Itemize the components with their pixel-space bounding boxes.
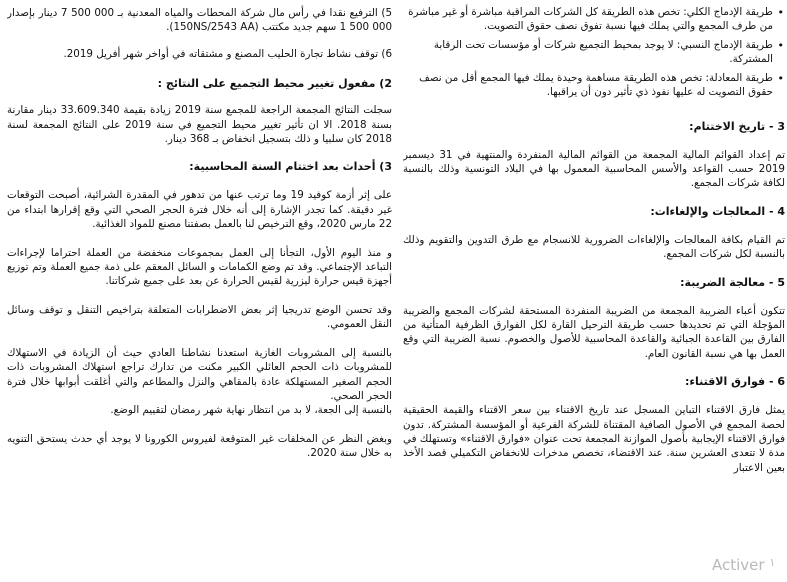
situation-text: وقد تحسن الوضع تدريجيا إثر بعض الاضطرابات المتعلقة بتراخيص التنقل و توقف وسائل النقل العمومي. <box>7 303 392 331</box>
covid-text: على إثر أزمة كوفيد 19 وما ترتب عنها من تدهور في المقدرة الشرائية، أصبحت التوقعات غير دقيقة. كما تجدر الإشارة إلى أنه خلال فترة الحجر الصحي التي وقع إقرارها ابتداء من 22 مارس 2020، وقع الترخيص لنا بالعمل بصفتنا مصنع للمواد الغذائية. <box>7 189 392 231</box>
right-column <box>403 0 785 582</box>
tax-text: تتكون أعباء الضريبة المجمعة من الضريبة المنفردة المستحقة لشركات المجمع والضريبة المؤجلة التي تم تحديدها حسب طريقة الترحيل القارة لكل الفوارق الظرفية المتأتية من الفارق بين القاعدة الجبائية والقاعدة المحاسبية للأصول والخصوم. نسبة الضريبة التي وقع العمل بها هي نسبة القانون العام. <box>403 304 785 360</box>
section-heading-goodwill: 6 - فوارق الاقتناء: <box>684 375 785 389</box>
watermark-number: ١ <box>769 556 776 569</box>
watermark-text: Activer <box>712 556 765 574</box>
section-heading-tax: 5 - معالجة الضريبة: <box>680 275 785 289</box>
item-5-capital-increase: 5) الترفيع نقدا في رأس مال شركة المحطات والمياه المعدنية بـ 000 500 7 دينار بإصدار 000 500 1 سهم جديد مكتتب (150NS/2543 AA). <box>7 7 392 34</box>
measures-text: و منذ اليوم الأول، التجأنا إلى العمل بمجموعات منخفضة من العملة احتراما لإجراءات التباعد الإجتماعي. وقد تم وضع الكمامات و السائل المعقم على ذمة جميع العملة وتم توزيع أجهزة قيس حرارة ليزرية لقيس الحرارة عن بعد على جميع شركاتنا. <box>7 246 392 288</box>
item-6-milk-activity: 6) توقف نشاط تجارة الحليب المصنع و مشتقاته في أواخر شهر أفريل 2019. <box>63 47 392 60</box>
final-note-text: وبغض النظر عن المخلفات غير المتوقعة لفيروس الكورونا لا يوجد أي حدث يستحق التنويه به خلال سنة 2020. <box>7 432 392 460</box>
adjustments-text: تم القيام بكافة المعالجات والإلغاءات الضرورية للانسجام مع طرق التدوين والتقويم وذلك بالنسبة لكل شركات المجمع. <box>403 233 785 261</box>
activate-windows-watermark <box>712 556 775 574</box>
goodwill-text: يمثل فارق الاقتناء التباين المسجل عند تاريخ الاقتناء بين سعر الاقتناء والقيمة الحقيقية لحصة المجمع في الأصول الصافية المقتناة للشركة الفرعية أو المؤسسة المشتركة. تدون فوارق الاقتناء الإيجابية بأصول الموازنة المجمعة تحت عنوان «فوارق الاقتناء» وتستهلك في مدة لا تتعدى العشرين سنة. عند الاقتضاء، تخصص مدخرات للانخفاض التكميلي قصد الأخذ بعين الاعتبار <box>403 404 785 474</box>
section-heading-adjustments: 4 - المعالجات والإلغاءات: <box>650 204 785 218</box>
heading-scope-effect: 2) مفعول تغيير محيط التجميع على النتائج : <box>157 77 392 91</box>
results-text: سجلت النتائج المجمعة الراجعة للمجمع سنة 2019 زيادة بقيمة 33.609.340 دينار مقارنة بسنة 2018. الا ان تأثير تغيير محيط التجميع في سنة 2019 على النتائج المجمعة لسنة 2018 كان سلبيا و ذلك بتسجيل انخفاض بـ 368 دينار. <box>7 104 392 146</box>
heading-subsequent-events: 3) أحداث بعد اختتام السنة المحاسبية: <box>189 160 392 174</box>
left-column <box>7 0 392 582</box>
beer-text: بالنسبة إلى الجعة، لا بد من انتظار نهاية شهر رمضان لتقييم الوضع. <box>110 404 392 417</box>
bullet-proportional-consolidation: • طريقة الإدماج النسبي: لا يوجد بمحيط التجميع شركات أو مؤسسات تحت الرقابة المشتركة. <box>403 39 785 66</box>
bullet-equity-method: • طريقة المعادلة: تخص هذه الطريقة مساهمة وحيدة يملك فيها المجمع أقل من نصف حقوق التصويت له عليها نفوذ ذي تأثير دون أن يراقبها. <box>403 72 785 99</box>
closing-date-text: تم إعداد القوائم المالية المجمعة من القوائم المالية المنفردة والمنتهية في 31 ديسمبر 2019 حسب القواعد والأسس المحاسبية المعمول بها في البلاد التونسية وذلك بالنسبة لكافة شركات المجمع. <box>403 148 785 190</box>
soft-drinks-text: بالنسبة إلى المشروبات الغازية استعدنا نشاطنا العادي حيث أن الزيادة في الاستهلاك للمشروبات ذات الحجم العائلي الكبير مكنت من تدارك تراجع استهلاك المشروبات ذات الحجم الصغير المستهلكة عادة بالمقاهي والنزل والمطاعم والتي أغلقت أبوابها خلال فترة الحجر الصحي. <box>7 346 392 402</box>
bullet-full-consolidation: • طريقة الإدماج الكلي: تخص هذه الطريقة كل الشركات المراقبة مباشرة أو غير مباشرة من طرف المجمع والتي يملك فيها نسبة تفوق نصف حقوق التصويت. <box>403 6 785 33</box>
section-heading-closing-date: 3 - تاريخ الاختتام: <box>689 119 785 133</box>
